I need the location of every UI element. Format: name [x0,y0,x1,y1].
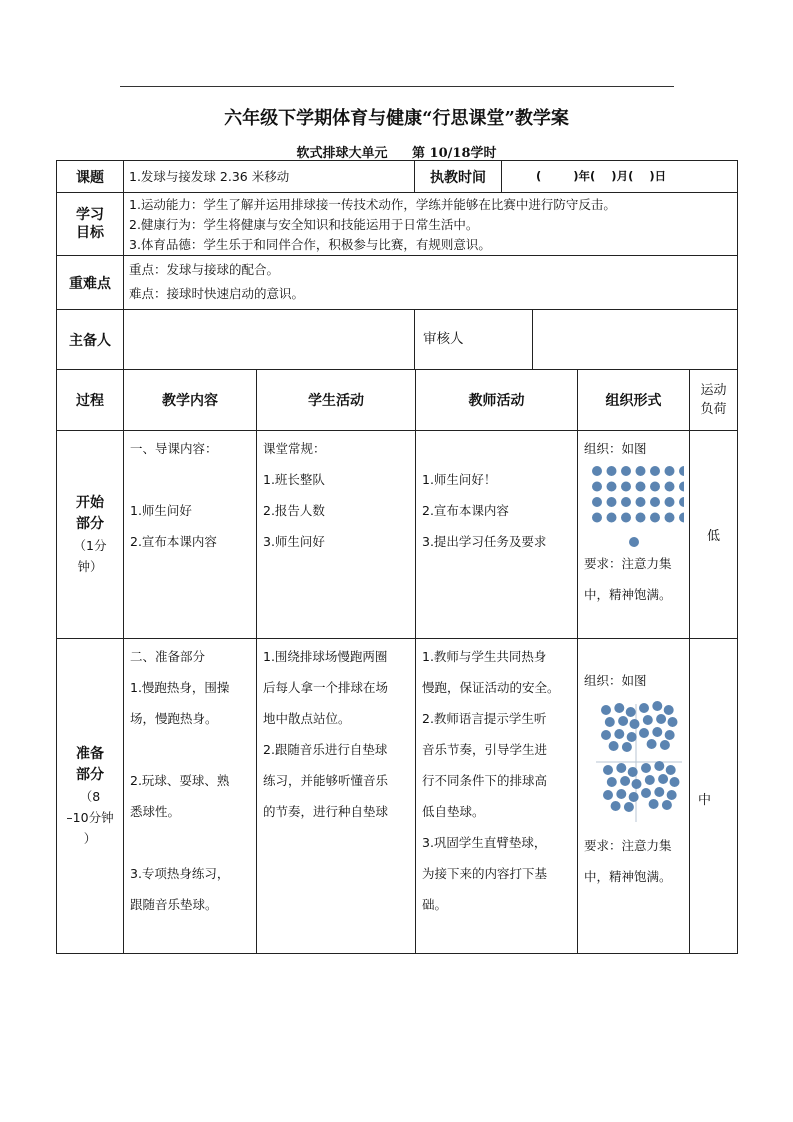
content-line: 2.宣布本课内容 [130,534,217,549]
teacher-line: 3.巩固学生直臂垫球， [422,835,547,850]
student-dot [649,799,659,809]
student-dot [629,537,639,547]
reviewer-label: 审核人 [423,331,464,347]
student-dot [639,703,649,713]
load-value: 中 [698,793,712,808]
content-line: 悉球性。 [130,804,181,819]
org-requirement: 中，精神饱满。 [584,869,672,884]
topic-value: 1.发球与接发球 2.36 米移动 [129,169,290,184]
student-dot [665,482,675,492]
student-dot [636,482,646,492]
student-dot [605,717,615,727]
section-prep-teacher [415,638,578,954]
student-dot [592,497,602,507]
student-dot [626,707,636,717]
student-dot [641,788,651,798]
col-process [56,369,124,431]
student-dot [621,497,631,507]
lesson-number: 第 10/18学时 [412,146,497,161]
content-line: 2.玩球、耍球、熟 [130,773,230,788]
student-dot [627,732,637,742]
student-dot [601,730,611,740]
student-dot [665,497,675,507]
student-dot [670,777,680,787]
section-duration-1: （8 [79,788,101,804]
teacher-line: 1.教师与学生共同热身 [422,649,547,664]
student-dot [652,727,662,737]
topic-value-cell [123,160,415,193]
key-label-cell [56,255,124,310]
org-requirement: 要求：注意力集 [584,838,672,853]
student-line: 的节奏，进行种自垫球 [263,804,389,819]
formation-diagram-grid [584,464,684,548]
section-start-organize [577,430,690,639]
section-start-student [256,430,416,639]
teacher-line: 2.宣布本课内容 [422,503,509,518]
teacher-line: 慢跑，保证活动的安全。 [422,680,560,695]
student-line: 1.围绕排球场慢跑两圈 [263,649,388,664]
col-content [123,369,257,431]
student-dot [643,715,653,725]
student-dot [679,513,684,523]
time-value-cell [501,160,738,193]
student-dot [664,705,674,715]
col-teacher [415,369,578,431]
goals-label-cell [56,192,124,256]
section-prep-load [689,638,738,954]
student-dot [658,774,668,784]
section-duration-3: ） [83,830,97,846]
student-dot [601,705,611,715]
student-dot [614,729,624,739]
section-start-load [689,430,738,639]
document-subtitle [0,142,793,161]
goal-item: 2.健康行为：学生将健康与安全知识和技能运用于日常生活中。 [129,217,479,232]
student-line: 2.报告人数 [263,503,325,518]
time-label-cell [414,160,502,193]
col-load-label-1: 运动 [700,383,727,398]
goal-item: 3.体育品德：学生乐于和同伴合作，积极参与比赛，有规则意识。 [129,237,491,252]
student-dot [618,716,628,726]
col-organize-label: 组织形式 [605,393,662,409]
formation-diagram-quadrants [584,700,684,824]
student-dot [622,742,632,752]
teacher-line: 3.提出学习任务及要求 [422,534,547,549]
student-line: 1.班长整队 [263,472,325,487]
unit-name: 软式排球大单元 [296,146,388,161]
student-dot [607,777,617,787]
teacher-line: 1.师生问好！ [422,472,497,487]
col-student [256,369,416,431]
student-dot [624,802,634,812]
section-name-2: 部分 [76,766,104,783]
student-dot [641,763,651,773]
student-dot [607,466,617,476]
key-points-cell [123,255,738,310]
goal-item: 1.运动能力：学生了解并运用排球接一传技术动作，学练并能够在比赛中进行防守反击。 [129,197,616,212]
content-line: 跟随音乐垫球。 [130,897,218,912]
key-point: 难点：接球时快速启动的意识。 [129,286,305,301]
student-dot [621,513,631,523]
content-line: 一、导课内容： [130,441,218,456]
section-name-1: 开始 [76,494,104,511]
student-dot [679,497,684,507]
org-requirement: 中，精神饱满。 [584,587,672,602]
content-line: 场，慢跑热身。 [130,711,218,726]
student-dot [629,792,639,802]
col-load-label-2: 负荷 [700,402,727,417]
student-dot [636,497,646,507]
content-line: 1.慢跑热身，围操 [130,680,230,695]
teacher-line: 音乐节奏，引导学生进 [422,742,548,757]
student-dot [592,482,602,492]
student-dot [636,466,646,476]
student-line: 后每人拿一个排球在场 [263,680,389,695]
student-dot [592,513,602,523]
time-value: ( )年( )月( )日 [536,169,667,183]
student-dot [668,717,678,727]
content-line [130,464,250,495]
teacher-line: 为接下来的内容打下基 [422,866,548,881]
student-dot [667,790,677,800]
student-dot [607,497,617,507]
topic-label-cell [56,160,124,193]
student-dot [636,513,646,523]
teacher-line: 础。 [422,897,448,912]
student-dot [656,714,666,724]
student-dot [679,482,684,492]
reviewer-label-cell [414,309,533,370]
org-requirement: 要求：注意力集 [584,556,672,571]
section-prep-student [256,638,416,954]
student-dot [632,779,642,789]
student-dot [592,466,602,476]
section-name-2: 部分 [76,515,104,532]
student-dot [665,730,675,740]
org-label: 组织：如图 [584,673,647,688]
student-dot [650,497,660,507]
section-prep-organize [577,638,690,954]
content-line: 二、准备部分 [130,649,206,664]
student-dot [660,740,670,750]
student-line: 地中散点站位。 [263,711,351,726]
student-dot [621,482,631,492]
section-prep-name [56,638,124,954]
section-name-1: 准备 [76,745,104,762]
student-dot [616,763,626,773]
preparer-label: 主备人 [69,332,111,349]
preparer-label-cell [56,309,124,370]
student-dot [652,701,662,711]
student-dot [665,513,675,523]
student-line: 练习，并能够听懂音乐 [263,773,389,788]
document-title: 六年级下学期体育与健康“行思课堂”教学案 [224,108,569,129]
student-dot [607,482,617,492]
teacher-line: 低自垫球。 [422,804,485,819]
student-dot [621,466,631,476]
student-dot [654,761,664,771]
col-organize [577,369,690,431]
student-dot [650,482,660,492]
student-dot [616,789,626,799]
col-process-label: 过程 [76,393,104,409]
section-start-content [123,430,257,639]
student-dot [603,765,613,775]
section-duration-2: –10分钟 [66,809,114,825]
student-dot [679,466,684,476]
student-dot [630,719,640,729]
section-start-name [56,430,124,639]
topic-label: 课题 [76,169,104,186]
student-line: 3.师生问好 [263,534,325,549]
teacher-line [422,433,571,464]
col-student-label: 学生活动 [308,393,364,409]
time-label: 执教时间 [430,169,486,186]
student-dot [609,741,619,751]
student-dot [611,801,621,811]
student-dot [645,775,655,785]
content-line: 1.师生问好 [130,503,192,518]
student-dot [647,739,657,749]
preparer-value-cell [123,309,415,370]
section-duration-2: 钟） [77,558,103,574]
org-label: 组织：如图 [584,441,647,456]
teacher-line: 2.教师语言提示学生听 [422,711,547,726]
student-dot [650,466,660,476]
section-start-teacher [415,430,578,639]
goals-label-1: 学习 [76,207,104,223]
key-point: 重点：发球与接球的配合。 [129,262,280,277]
student-dot [603,790,613,800]
student-line: 2.跟随音乐进行自垫球 [263,742,388,757]
student-line: 课堂常规： [263,441,326,456]
section-prep-content [123,638,257,954]
reviewer-value-cell [532,309,738,370]
content-line: 3.专项热身练习， [130,866,230,881]
col-load [689,369,738,431]
student-dot [620,776,630,786]
student-dot [654,787,664,797]
section-duration-1: （1分 [73,537,107,553]
col-content-label: 教学内容 [162,393,218,409]
goals-label-2: 目标 [76,225,104,241]
student-dot [650,513,660,523]
key-label: 重难点 [69,275,111,292]
col-teacher-label: 教师活动 [468,393,525,409]
teacher-line: 行不同条件下的排球高 [422,773,548,788]
student-dot [665,466,675,476]
student-dot [607,513,617,523]
student-dot [628,767,638,777]
content-line [130,827,250,858]
header-rule [120,86,674,87]
student-dot [639,728,649,738]
goals-cell [123,192,738,256]
load-value: 低 [706,529,720,544]
student-dot [662,800,672,810]
content-line [130,734,250,765]
student-dot [666,765,676,775]
student-dot [614,703,624,713]
